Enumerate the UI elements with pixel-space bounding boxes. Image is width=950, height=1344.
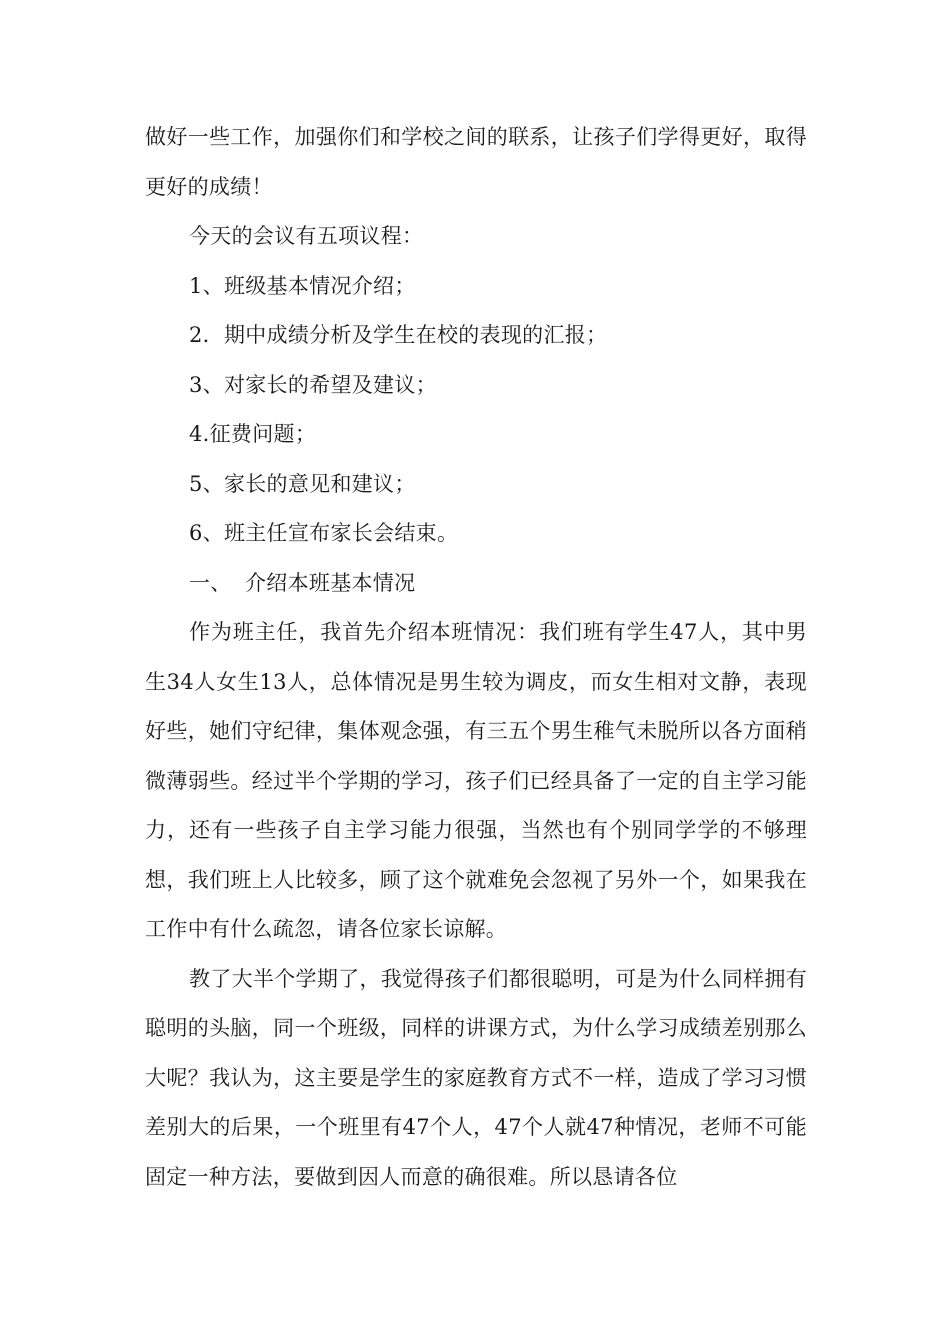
section-heading-title: 介绍本班基本情况 xyxy=(245,570,416,595)
agenda-item-1: 1、班级基本情况介绍； xyxy=(189,273,416,298)
paragraph-learning-differences: 教了大半个学期了，我觉得孩子们都很聪明，可是为什么同样拥有聪明的头脑，同一个班级，同样的讲课方式，为什么学习成绩差别那么大呢？我认为，这主要是学生的家庭教育方式不一样，造成了学习习惯差别大的后果，一个班里有47个人，47个人就47种情况，老师不可能固定一种方法，要做到因人而意的确很难。所以恳请各位 xyxy=(145,966,807,1189)
paragraph-agenda-intro: 今天的会议有五项议程： xyxy=(189,224,424,248)
paragraph-intro: 做好一些工作，加强你们和学校之间的联系，让孩子们学得更好，取得更好的成绩！ xyxy=(145,125,807,199)
agenda-item-2: 2．期中成绩分析及学生在校的表现的汇报； xyxy=(189,323,608,347)
section-heading-number: 一、 xyxy=(189,570,232,595)
agenda-item-4: 4.征费问题； xyxy=(189,422,317,446)
paragraph-class-overview: 作为班主任，我首先介绍本班情况：我们班有学生47人，其中男生34人女生13人，总体情况是男生较为调皮，而女生相对文静，表现好些，她们守纪律，集体观念强，有三五个男生稚气未脱所以各方面稍微薄弱些。经过半个学期的学习，孩子们已经具备了一定的自主学习能力，还有一些孩子自主学习能力很强，当然也有个别同学学的不够理想，我们班上人比较多，顾了这个就难免会忽视了另外一个，如果我在工作中有什么疏忽，请各位家长谅解。 xyxy=(145,620,807,941)
document-body xyxy=(145,113,807,1202)
agenda-item-3: 3、对家长的希望及建议； xyxy=(189,372,437,397)
section-heading xyxy=(145,559,807,609)
agenda-item-5: 5、家长的意见和建议； xyxy=(189,471,416,496)
agenda-item-6: 6、班主任宣布家长会结束。 xyxy=(189,521,459,545)
